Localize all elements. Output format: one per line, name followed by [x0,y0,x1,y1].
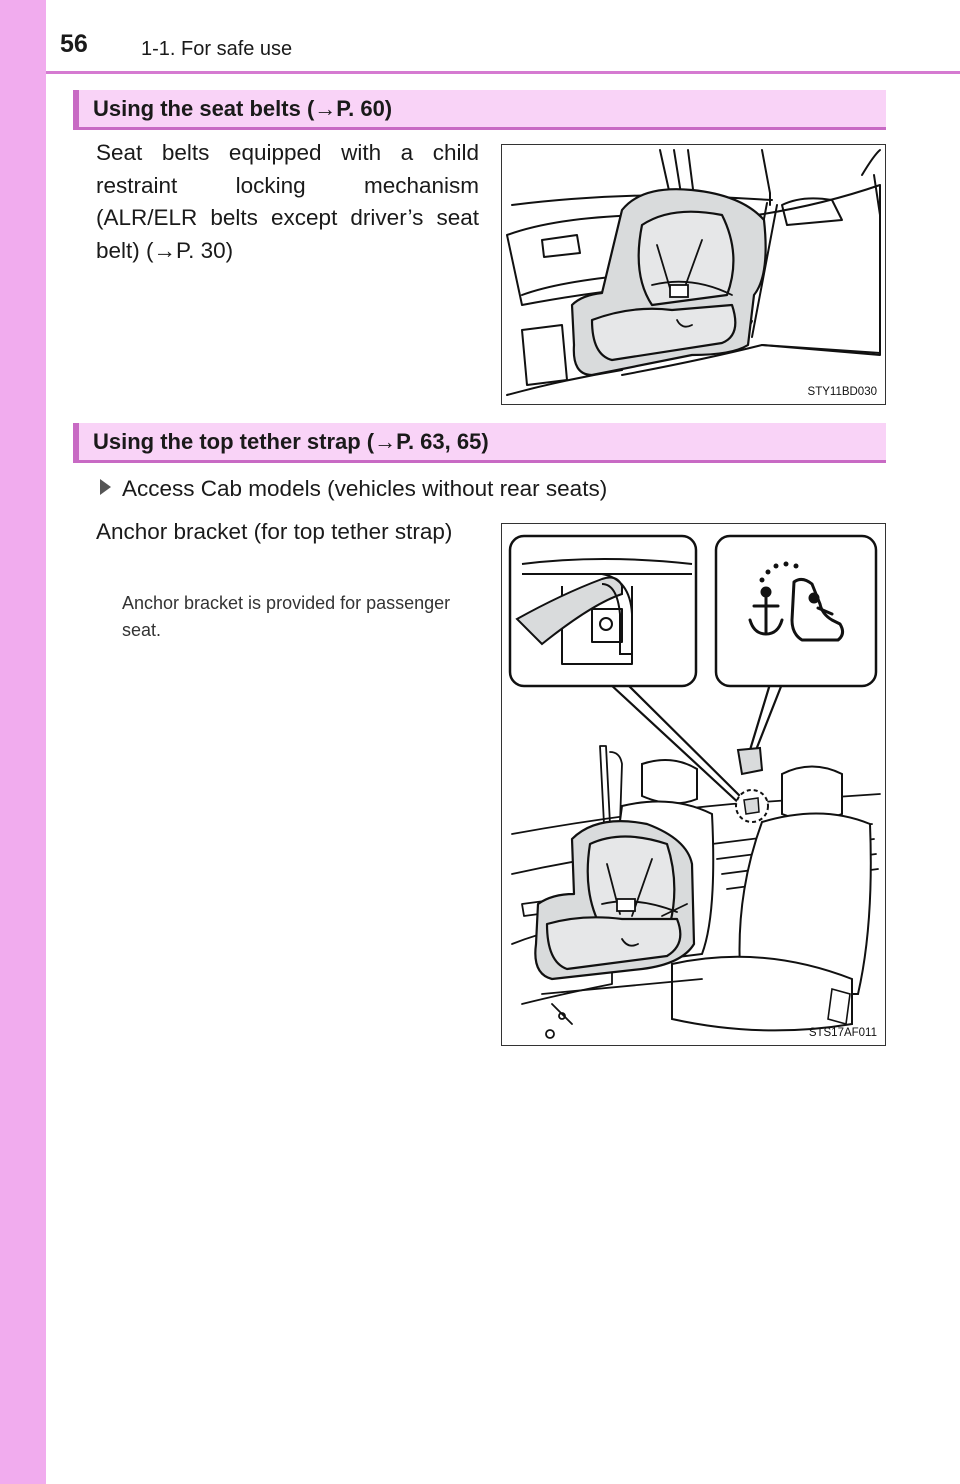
child-seat-rear-illustration [502,145,884,403]
header-rule [46,71,960,74]
figure-code: STY11BD030 [807,386,877,398]
page-number: 56 [60,30,88,58]
figure-child-seat-rear [501,144,886,405]
side-band [0,0,46,1484]
figure-top-tether [501,523,886,1046]
bullet-access-cab [100,473,880,506]
anchor-bracket-note: Anchor bracket is provided for passenger seat. [122,593,451,640]
anchor-bracket-label: Anchor bracket (for top tether strap) [96,519,453,544]
chapter-title: 1-1. For safe use [141,38,293,60]
seat-belt-description: Seat belts equipped with a child restraint locking mechanism (ALR/ELR belts except driver’s seat belt) (→P. 30) [96,140,479,263]
top-tether-illustration [502,524,884,1044]
figure-code: STS17AF011 [808,1027,877,1039]
section-heading-top-tether: Using the top tether strap (→P. 63, 65) [73,423,886,463]
triangle-bullet-icon [100,479,111,495]
section-heading-seat-belts: Using the seat belts (→P. 60) [73,90,886,130]
bullet-text: Access Cab models (vehicles without rear seats) [122,476,608,501]
